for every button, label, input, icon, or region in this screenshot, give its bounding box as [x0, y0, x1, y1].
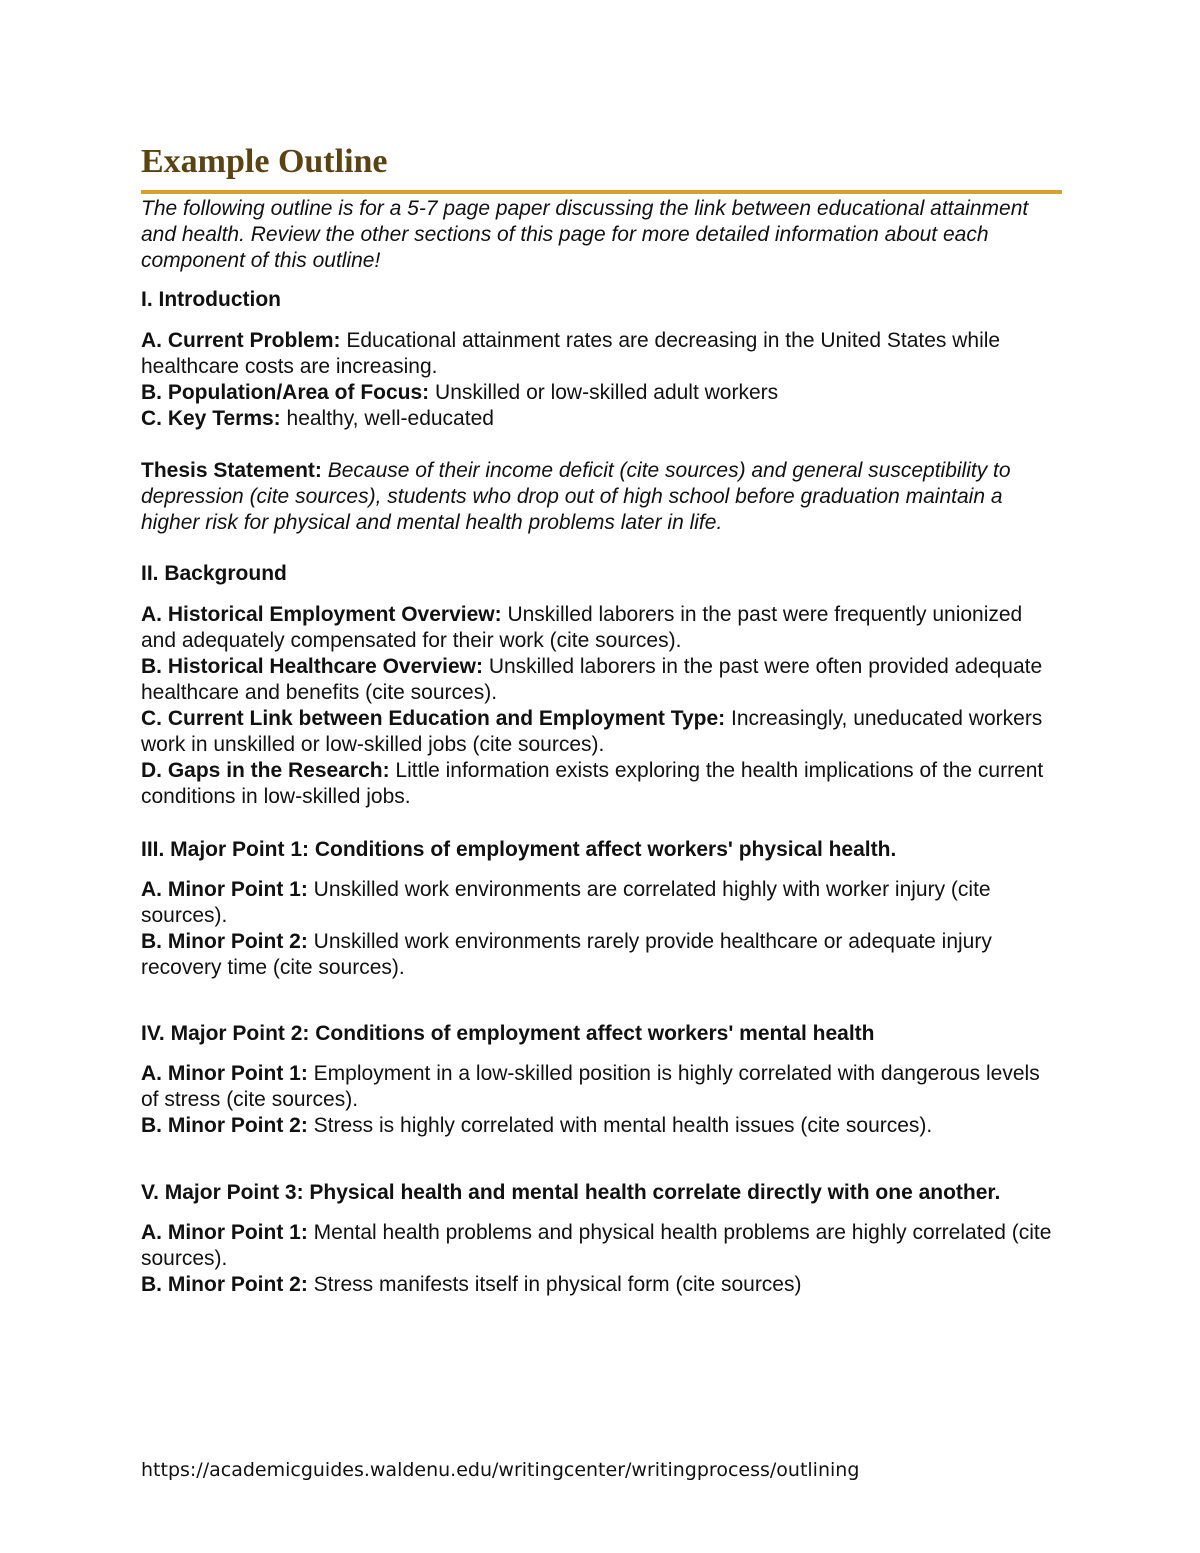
outline-item [141, 406, 1062, 432]
section-heading: III. Major Point 1: Conditions of employment affect workers' physical health. [141, 838, 897, 861]
item-label: B. Minor Point 2: [141, 930, 308, 953]
intro-paragraph: The following outline is for a 5-7 page paper discussing the link between educational attainment and health. Review the other sections of this page for more detailed information about each component of this outline! [141, 197, 1029, 272]
item-label: A. Minor Point 1: [141, 878, 308, 901]
item-label: B. Historical Healthcare Overview: [141, 655, 483, 678]
item-text: Stress manifests itself in physical form (cite sources) [313, 1273, 802, 1296]
section-major-point-2 [141, 1021, 1062, 1139]
item-text: Unskilled or low-skilled adult workers [435, 381, 779, 404]
outline-item [141, 1272, 1062, 1298]
outline-item [141, 1220, 1062, 1272]
thesis-label: Thesis Statement: [141, 459, 322, 482]
outline-item [141, 1061, 1062, 1113]
item-text: Unskilled work environments rarely provide healthcare or adequate injury recovery time (cite sources). [141, 930, 992, 979]
section-background [141, 561, 1062, 810]
section-introduction [141, 287, 1062, 432]
item-label: A. Minor Point 1: [141, 1062, 308, 1085]
item-label: C. Key Terms: [141, 407, 281, 430]
item-text: Little information exists exploring the health implications of the current conditions in low-skilled jobs. [141, 759, 1044, 808]
section-heading: IV. Major Point 2: Conditions of employment affect workers' mental health [141, 1022, 875, 1045]
item-text: Educational attainment rates are decreasing in the United States while healthcare costs are increasing. [141, 329, 1001, 378]
section-major-point-1 [141, 837, 1062, 981]
item-label: B. Minor Point 2: [141, 1273, 308, 1296]
item-text: Unskilled laborers in the past were often provided adequate healthcare and benefits (cite sources). [141, 655, 1043, 704]
section-heading: II. Background [141, 562, 287, 585]
item-label: D. Gaps in the Research: [141, 759, 390, 782]
item-label: B. Minor Point 2: [141, 1114, 308, 1137]
item-label: A. Current Problem: [141, 329, 341, 352]
outline-item [141, 929, 1062, 981]
item-label: A. Historical Employment Overview: [141, 603, 502, 626]
outline-item [141, 602, 1062, 654]
item-text: Employment in a low-skilled position is highly correlated with dangerous levels of stress (cite sources). [141, 1062, 1040, 1111]
outline-item [141, 1113, 1062, 1139]
thesis-statement [141, 458, 1062, 536]
thesis-text: Because of their income deficit (cite sources) and general susceptibility to depression (cite sources), students who drop out of high school before graduation maintain a higher risk for physical and mental health problems later in life. [141, 459, 1011, 534]
item-label: C. Current Link between Education and Employment Type: [141, 707, 726, 730]
outline-item [141, 706, 1062, 758]
section-major-point-3 [141, 1180, 1062, 1298]
footer-url-link[interactable]: https://academicguides.waldenu.edu/writingcenter/writingprocess/outlining [141, 1459, 860, 1481]
outline-item [141, 654, 1062, 706]
item-text: Unskilled laborers in the past were frequently unionized and adequately compensated for their work (cite sources). [141, 603, 1023, 652]
outline-item [141, 758, 1062, 810]
item-text: Increasingly, uneducated workers work in unskilled or low-skilled jobs (cite sources). [141, 707, 1043, 756]
title-underline [141, 190, 1062, 194]
outline-item [141, 877, 1062, 929]
item-text: Stress is highly correlated with mental health issues (cite sources). [313, 1114, 933, 1137]
item-text: healthy, well-educated [286, 407, 494, 430]
outline-item [141, 380, 1062, 406]
item-label: B. Population/Area of Focus: [141, 381, 430, 404]
section-heading: V. Major Point 3: Physical health and mental health correlate directly with one another. [141, 1181, 1001, 1204]
item-label: A. Minor Point 1: [141, 1221, 308, 1244]
item-text: Unskilled work environments are correlated highly with worker injury (cite sources). [141, 878, 991, 927]
page-title: Example Outline [141, 143, 388, 180]
item-text: Mental health problems and physical health problems are highly correlated (cite sources). [141, 1221, 1052, 1270]
outline-item [141, 328, 1062, 380]
section-heading: I. Introduction [141, 288, 281, 311]
